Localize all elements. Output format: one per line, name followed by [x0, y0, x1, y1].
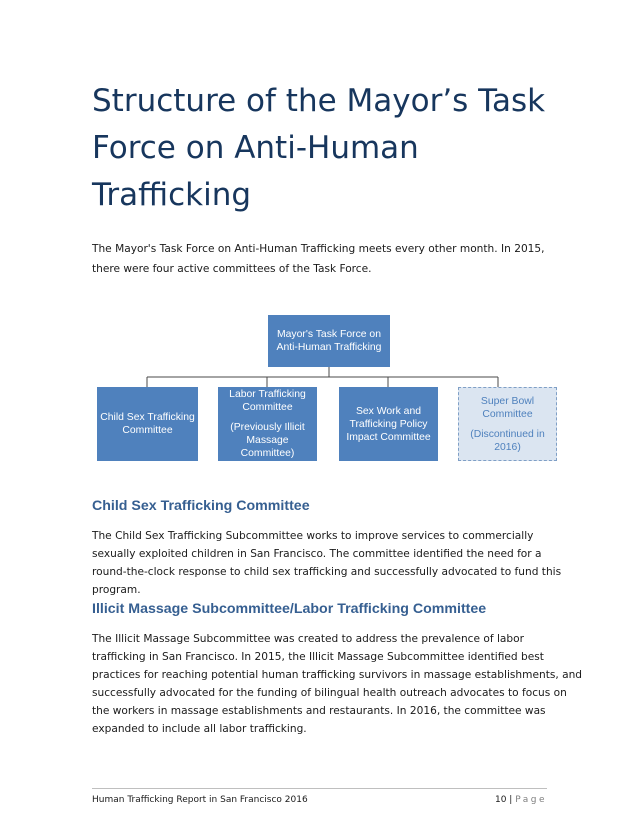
org-box-line: 2016)	[494, 441, 521, 453]
title-line: Structure of the Mayor’s Task	[92, 83, 546, 119]
section-heading-labor: Illicit Massage Subcommittee/Labor Trafficking Committee	[92, 601, 487, 617]
org-box-line: Sex Work and	[355, 405, 422, 417]
org-box-line: Trafficking Policy	[349, 418, 428, 430]
org-box-line: Super Bowl	[480, 395, 535, 407]
title-line: Force on Anti-Human	[92, 130, 419, 166]
page-separator: |	[506, 795, 516, 805]
footer-report-title: Human Trafficking Report in San Francisco 2016	[92, 795, 308, 805]
org-box-sex-work	[339, 387, 438, 461]
paragraph-line: program.	[92, 584, 141, 596]
org-box-line: Committee	[482, 408, 533, 420]
org-box-child-sex	[97, 387, 198, 461]
org-box-line: Child Sex Trafficking	[100, 412, 195, 423]
paragraph-line: The Child Sex Trafficking Subcommittee works to improve services to commercially	[92, 530, 534, 542]
paragraph-line: the workers in massage establishments and restaurants. In 2016, the committee was	[92, 705, 546, 717]
org-box-line: Mayor's Task Force on	[276, 329, 381, 340]
paragraph-line: practices for reaching potential human trafficking survivors in massage establishments, and	[92, 669, 583, 681]
org-box-line: Massage	[246, 435, 289, 446]
org-box-line: Committee	[122, 425, 173, 436]
org-box-super-bowl	[458, 387, 557, 461]
section-paragraph-labor	[92, 630, 583, 738]
paragraph-line: sexually exploited children in San Francisco. The committee identified the need for a	[92, 548, 542, 560]
paragraph-line: expanded to include all labor trafficking.	[92, 723, 307, 735]
org-box-line: Committee	[242, 402, 293, 413]
footer-page-indicator	[495, 795, 547, 805]
page-label: Page	[515, 795, 547, 805]
intro-line: The Mayor's Task Force on Anti-Human Trafficking meets every other month. In 2015,	[92, 243, 545, 255]
section-paragraph-child-sex	[92, 527, 562, 599]
paragraph-line: The Illicit Massage Subcommittee was created to address the prevalence of labor	[92, 633, 524, 645]
org-box-line: Labor Trafficking	[229, 389, 306, 400]
org-box-line: (Discontinued in	[470, 428, 545, 440]
title-line: Trafficking	[92, 177, 252, 213]
paragraph-line: round-the-clock response to child sex trafficking and successfully advocated to fund this	[92, 566, 562, 578]
paragraph-line: successfully advocated for the funding of bilingual health outreach advocates to focus on	[92, 687, 567, 699]
org-box-task-force	[268, 315, 390, 367]
org-box-labor	[218, 387, 317, 461]
page-number: 10	[494, 795, 507, 805]
org-box-line: Anti-Human Trafficking	[276, 342, 382, 353]
paragraph-line: trafficking in San Francisco. In 2015, the Illicit Massage Subcommittee identified best	[92, 651, 544, 663]
org-box-line: Committee)	[240, 448, 295, 459]
footer-divider	[92, 788, 547, 789]
section-heading-child-sex: Child Sex Trafficking Committee	[92, 498, 310, 514]
org-box-line: (Previously Illicit	[230, 422, 305, 433]
intro-line: there were four active committees of the Task Force.	[92, 263, 372, 275]
org-box-line: Impact Committee	[346, 431, 431, 443]
